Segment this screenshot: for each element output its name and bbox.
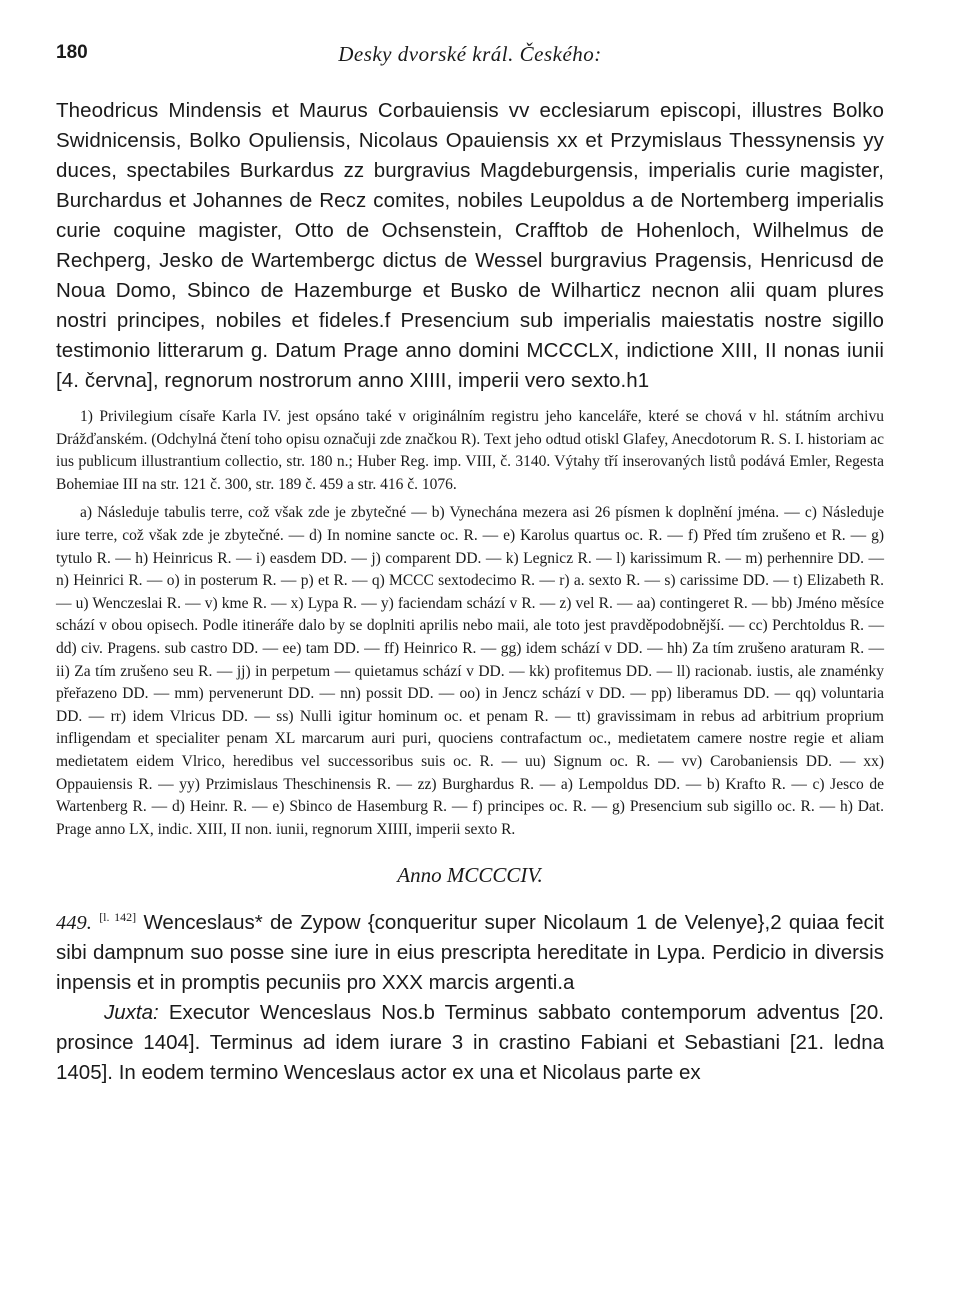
running-head (56, 42, 884, 76)
critical-apparatus: a) Následuje tabulis terre, což však zde je zbytečné — b) Vynechána mezera asi 26 písmen k doplnění jména. — c) Následuje iure terre, což však zde je zbytečné. — d) In nomine sancte oc. R. — e) Karolus quartus oc. R. — f) Před tím zrušeno et R. — g) tytulo R. — h) Heinricus R. — i) easdem DD. — j) comparent DD. — k) Legnicz R. — l) karissimum R. — m) perhennire DD. — n) Heinrici R. — o) in posterum R. — p) et R. — q) MCCC sextodecimo R. — r) a. sexto R. — s) carissime DD. — t) Elizabeth R. — u) Wenczeslai R. — v) kme R. — x) Lypa R. — y) faciendam schází v R. — z) vel R. — aa) contingeret R. — bb) Jméno měsíce schází v obou opisech. Podle itineráře dalo by se doplniti aprilis nebo maii, ale toto jest pravděpodobnější. — cc) Perchtoldus R. — dd) civ. Pragens. sub castro DD. — ee) tam DD. — ff) Heinrico R. — gg) idem schází v DD. — hh) Za tím zrušeno araturam R. — ii) Za tím zrušeno seu R. — jj) in perpetum — quietamus schází v DD. — kk) profitemus DD. — ll) racionab. iustis, ale znaménky přeřazeno DD. — mm) pervenerunt DD. — nn) possit DD. — oo) in Jencz schází v DD. — pp) liberamus DD. — qq) voluntaria DD. — rr) idem Vlricus DD. — ss) Nulli igitur hominum oc. et penam R. — tt) gravissimam in rebus ad arbitrium proprium infligendam et specialiter penam XL marcarum auri puri, quociens contrafactum oc., medietatem camere nostre regie et aliam medietatem eidem Vlrico, heredibus vel successoribus suis oc. R. — uu) Signum oc. R. — vv) Carobaniensis DD. — xx) Oppauiensis R. — yy) Przimislaus Theschinensis R. — zz) Burghardus R. — a) Lempoldus DD. — b) Krafto R. — c) Jesco de Wartenberg R. — d) Heinr. R. — e) Sbinco de Hasemburg R. — f) principes oc. R. — g) Presencium sub sigillo oc. R. — h) Dat. Prage anno LX, indic. XIII, II non. iunii, regnorum XIIII, imperii sexto R. (56, 504, 884, 838)
juxta-paragraph (56, 998, 884, 1088)
running-title: Desky dvorské král. Českého: (338, 42, 602, 66)
entry-text: Wenceslaus* de Zypow {conqueritur super Nicolaum 1 de Velenye},2 quiaa fecit sibi dampnum suo posse sine iure in eius prescripta hereditate in Lypa. Perdicio in diversis inpensis et in promptis pecuniis pro XXX marcis argenti.a (56, 911, 884, 995)
entry-number: 449. (56, 912, 92, 935)
folio-reference: [l. 142] (99, 910, 137, 925)
page-number: 180 (56, 42, 88, 63)
juxta-label: Juxta: (104, 1001, 159, 1025)
entry-449 (56, 902, 884, 998)
section-heading: Anno MCCCCIV. (397, 863, 543, 888)
juxta-text: Executor Wenceslaus Nos.b Terminus sabbato contemporum adventus [20. prosince 1404]. Terminus ad idem iurare 3 in crastino Fabiani et Sebastiani [21. ledna 1405]. In eodem termino Wenceslaus actor ex una et Nicolaus parte ex (56, 1001, 884, 1085)
charter-text: Theodricus Mindensis et Maurus Corbauiensis vv ecclesiarum episcopi, illustres Bolko Swidnicensis, Bolko Opuliensis, Nicolaus Opauiensis xx et Przymislaus Thessynensis yy duces, spectabiles Burkardus zz burgravius Magdeburgensis, imperialis curie magister, Burchardus et Johannes de Recz comites, nobiles Leupoldus a de Nortemberg imperialis curie coquine magister, Otto de Ochsenstein, Crafftob de Hohenloch, Wilhelmus de Rechperg, Jesko de Wartembergc dictus de Wessel burgravius Pragensis, Henricusd de Noua Domo, Sbinco de Hazemburge et Busko de Wilharticz necnon alii quam plures nostri principes, nobiles et fideles.f Presencium sub imperialis maiestatis nostre sigillo testimonio litterarum g. Datum Prage anno domini MCCCLX, indictione XIII, II nonas iunii [4. června], regnorum nostrorum anno XIIII, imperii vero sexto.h1 (56, 99, 884, 392)
footnote-1: 1) Privilegium císaře Karla IV. jest opsáno také v originálním registru jeho kanceláře, které se chová v hl. státním archivu Drážďanském. (Odchylná čtení toho opisu označuji zde značkou R). Text jeho odtud otiskl Glafey, Anecdotorum R. S. I. historiam ac ius publicum illustrantium collectio, str. 180 n.; Huber Reg. imp. VIII, č. 3140. Výtahy tří inserovaných listů podává Emler, Regesta Bohemiae III na str. 121 č. 300, str. 189 č. 459 a str. 416 č. 1076. (56, 408, 884, 493)
